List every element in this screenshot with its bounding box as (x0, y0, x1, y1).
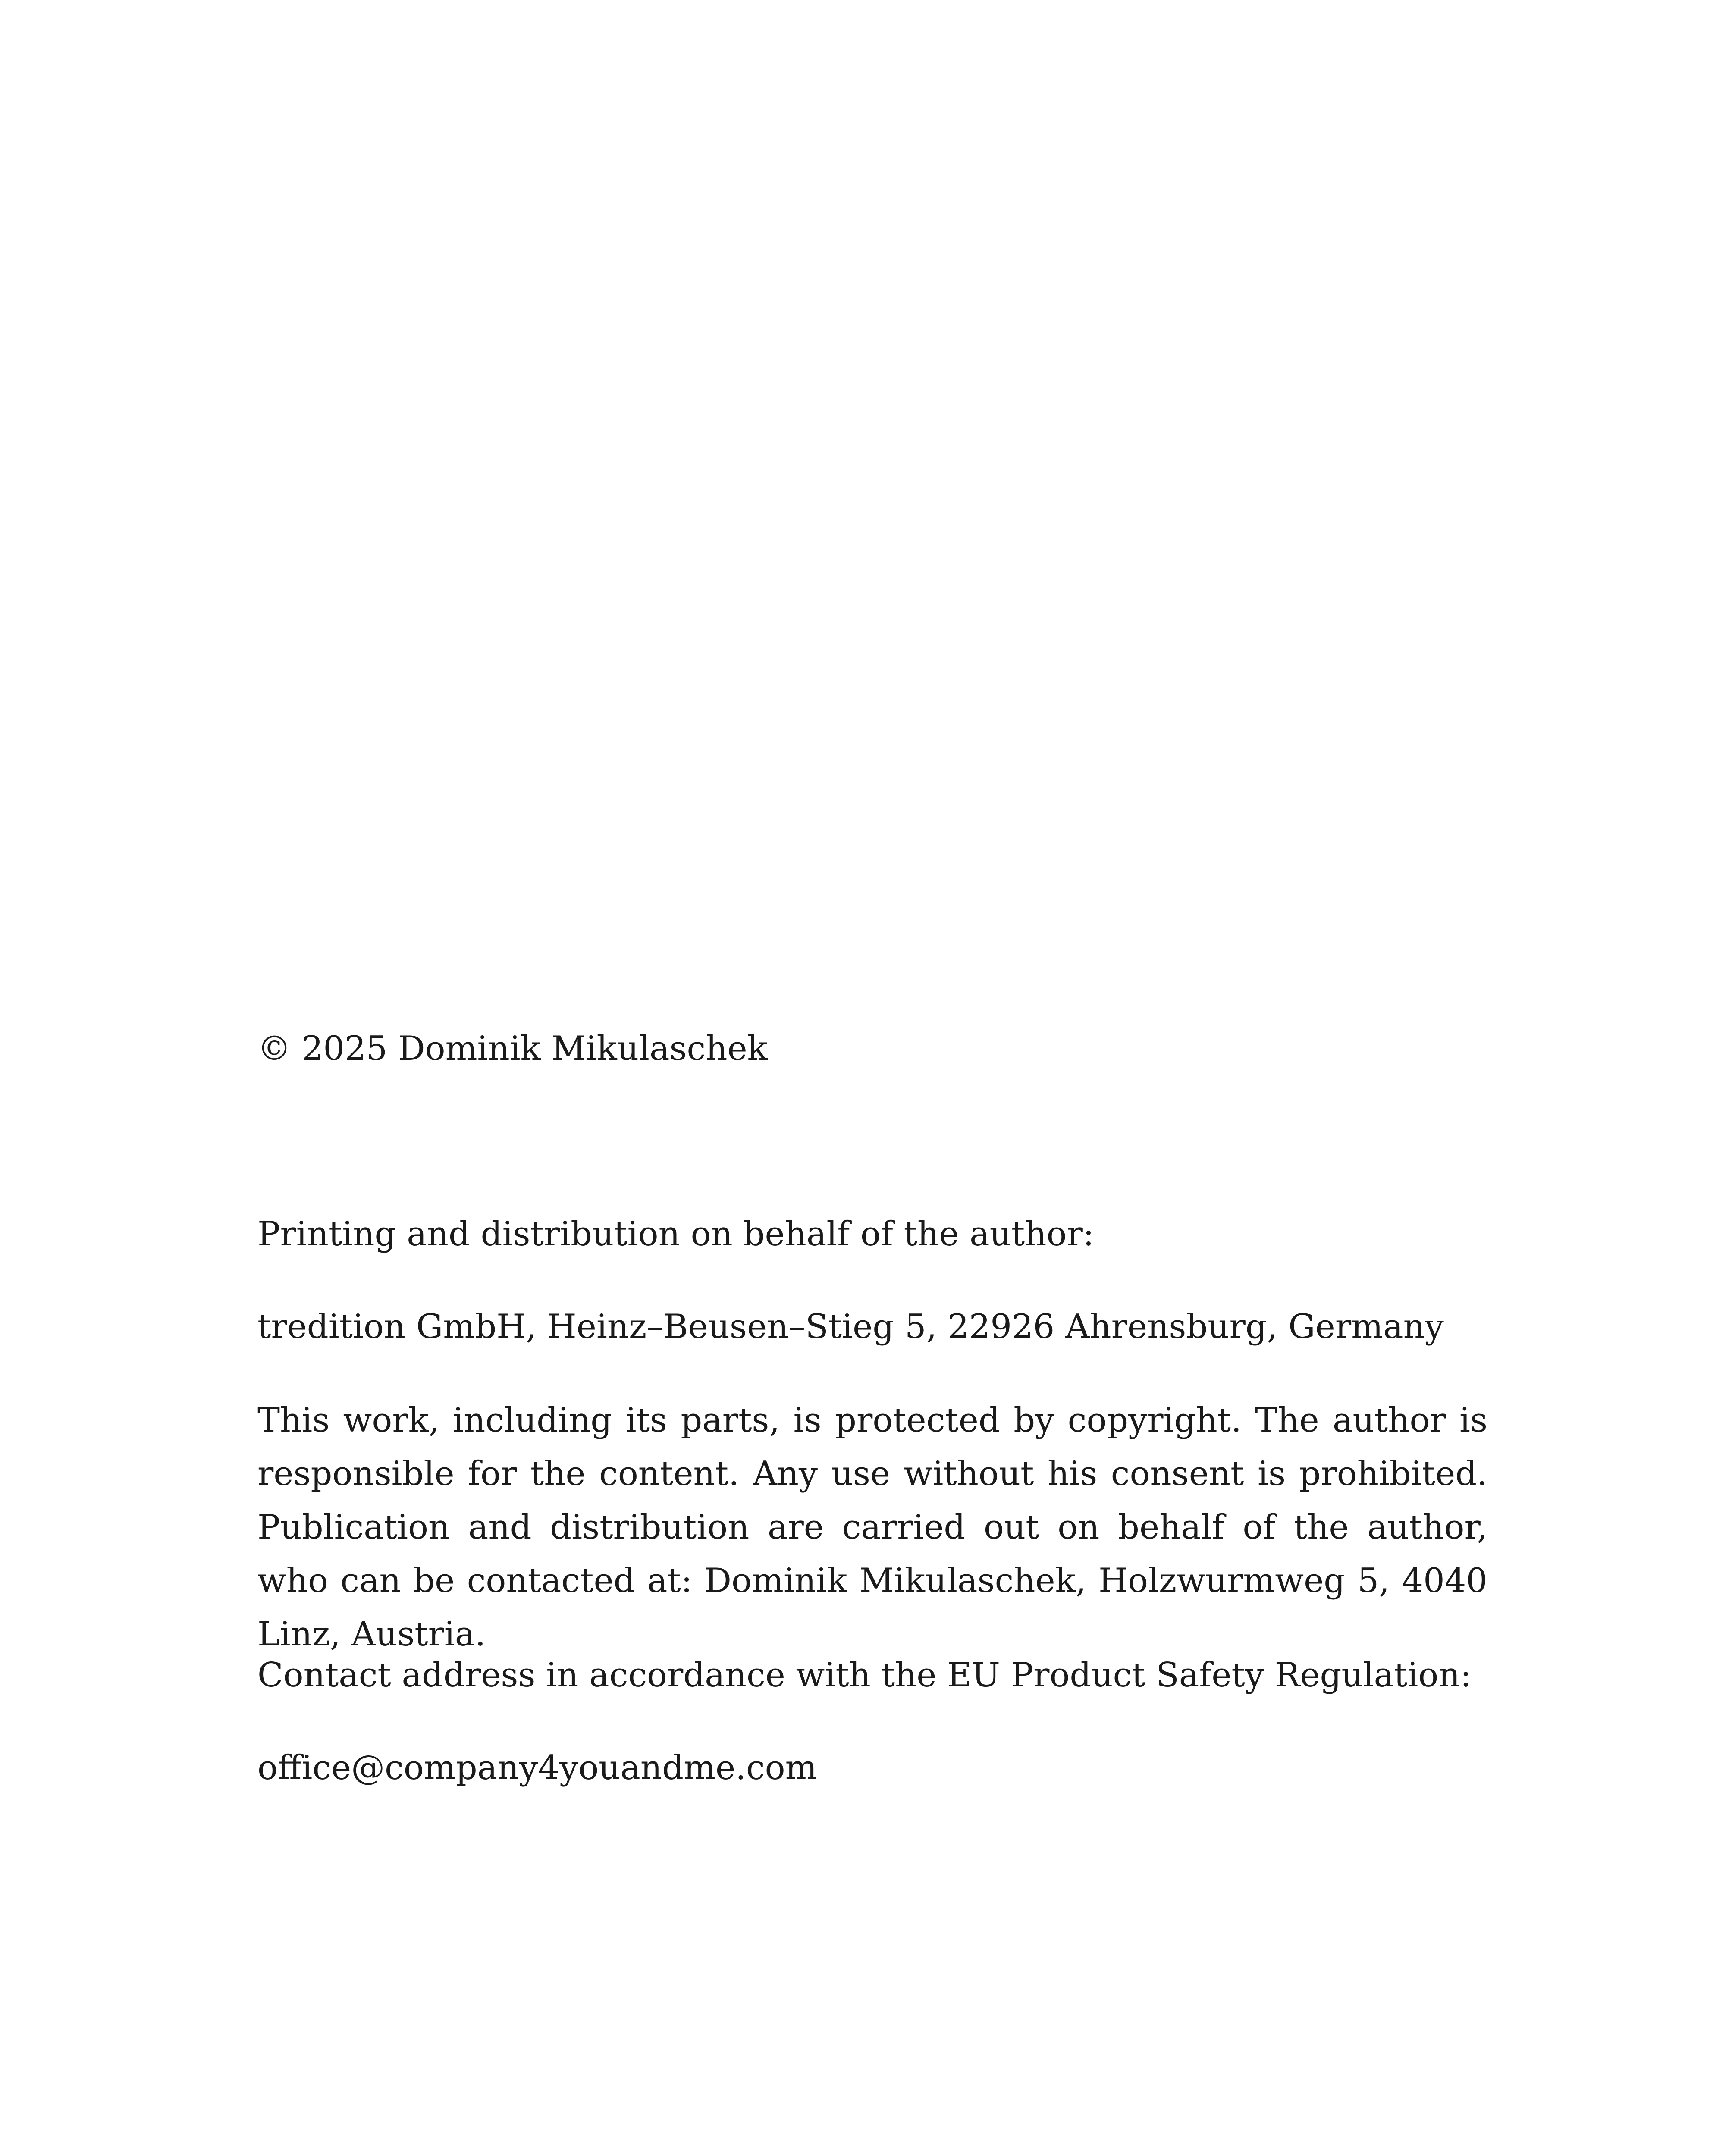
contact-label: Contact address in accordance with the EU Product Safety Regulation: (257, 1656, 1472, 1695)
publisher-address: tredition GmbH, Heinz–Beusen–Stieg 5, 22926 Ahrensburg, Germany (257, 1307, 1444, 1346)
contact-email: office@company4youandme.com (257, 1749, 817, 1787)
legal-paragraph: This work, including its parts, is protected by copyright. The author is responsible for the content. Any use without his consent is prohibited. Publication and distribution are carried out on behalf of the author, who can be contacted at: Dominik Mikulaschek, Holzwurmweg 5, 4040 Linz, Austria. (257, 1401, 1487, 1654)
printing-label: Printing and distribution on behalf of the author: (257, 1215, 1095, 1253)
copyright-notice: © 2025 Dominik Mikulaschek (257, 1029, 768, 1068)
